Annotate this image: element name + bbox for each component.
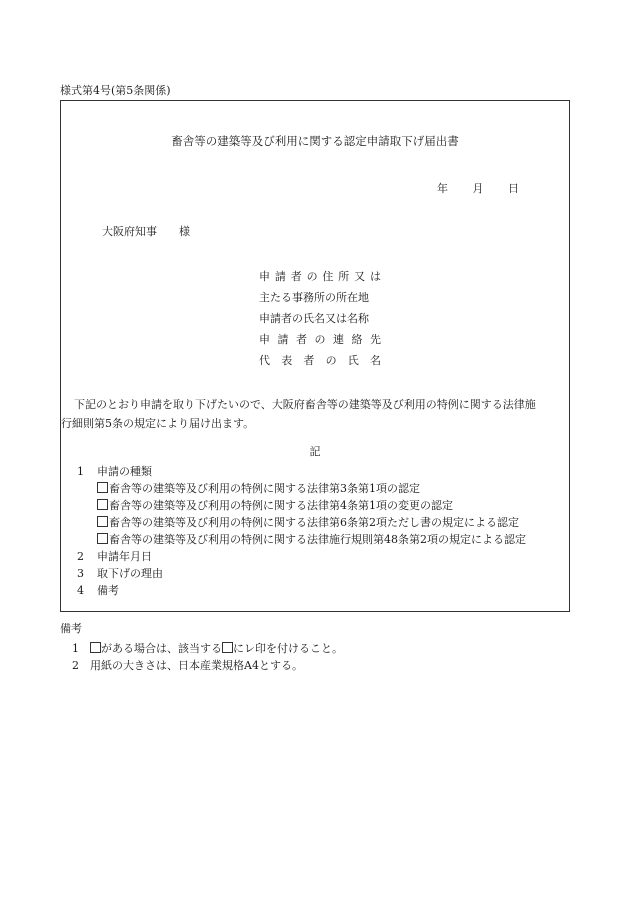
list-item (77, 582, 526, 599)
addressee-name: 大阪府知事 (102, 225, 157, 238)
list-item (77, 565, 526, 582)
applicant-fields (259, 266, 381, 371)
body-text (61, 395, 563, 433)
option-label: 畜舎等の建築等及び利用の特例に関する法律施行規則第48条第2項の規定による認定 (109, 533, 526, 546)
notes-heading: 備考 (60, 622, 82, 635)
applicant-contact-label: 申請者の連絡先 (259, 333, 381, 346)
item-number: 2 (77, 550, 84, 563)
item-list (77, 463, 526, 599)
form-box (60, 100, 570, 612)
date-line (437, 180, 519, 196)
application-type-option-4 (77, 531, 526, 548)
checkbox-symbol-icon (90, 642, 101, 653)
item-label: 申請の種類 (97, 465, 152, 478)
checkbox-icon[interactable] (97, 499, 108, 510)
option-label: 畜舎等の建築等及び利用の特例に関する法律第3条第1項の認定 (109, 482, 420, 495)
option-label: 畜舎等の建築等及び利用の特例に関する法律第4条第1項の変更の認定 (109, 499, 453, 512)
application-type-option-1 (77, 480, 526, 497)
item-number: 1 (77, 465, 84, 478)
item-label: 取下げの理由 (97, 567, 163, 580)
body-text-line-1: 下記のとおり申請を取り下げたいので、大阪府畜舎等の建築等及び利用の特例に関する法律施 (74, 398, 536, 411)
ki-heading: 記 (309, 445, 321, 458)
body-text-line-2: 行細則第5条の規定により届け出ます。 (61, 417, 255, 430)
item-number: 3 (77, 567, 84, 580)
form-number: 様式第4号(第5条関係) (60, 84, 171, 97)
note-number: 2 (72, 659, 79, 672)
note-number: 1 (72, 642, 79, 655)
addressee-honorific: 様 (179, 225, 190, 238)
list-item (77, 548, 526, 565)
list-item (77, 463, 526, 480)
note-text-part: にレ印を付けること。 (233, 642, 343, 655)
option-label: 畜舎等の建築等及び利用の特例に関する法律第6条第2項ただし書の規定による認定 (109, 516, 519, 529)
checkbox-symbol-icon (222, 642, 233, 653)
note-item (72, 657, 343, 674)
item-label: 申請年月日 (97, 550, 152, 563)
item-number: 4 (77, 584, 84, 597)
notes-list (72, 640, 343, 674)
date-month-label: 月 (472, 182, 484, 195)
checkbox-icon[interactable] (97, 482, 108, 493)
application-type-option-2 (77, 497, 526, 514)
date-day-label: 日 (508, 182, 519, 195)
applicant-address-label: 申請者の住所又は (259, 270, 381, 283)
document-title: 畜舎等の建築等及び利用に関する認定申請取下げ届出書 (171, 134, 459, 148)
applicant-office-label: 主たる事務所の所在地 (259, 291, 369, 304)
addressee (102, 223, 190, 239)
note-text: 用紙の大きさは、日本産業規格A4とする。 (90, 659, 303, 672)
representative-name-label: 代表者の氏名 (259, 354, 381, 367)
checkbox-icon[interactable] (97, 533, 108, 544)
note-item (72, 640, 343, 657)
applicant-name-label: 申請者の氏名又は名称 (259, 312, 369, 325)
application-type-option-3 (77, 514, 526, 531)
checkbox-icon[interactable] (97, 516, 108, 527)
date-year-label: 年 (437, 182, 448, 195)
note-text-part: がある場合は、該当する (101, 642, 222, 655)
item-label: 備考 (97, 584, 119, 597)
